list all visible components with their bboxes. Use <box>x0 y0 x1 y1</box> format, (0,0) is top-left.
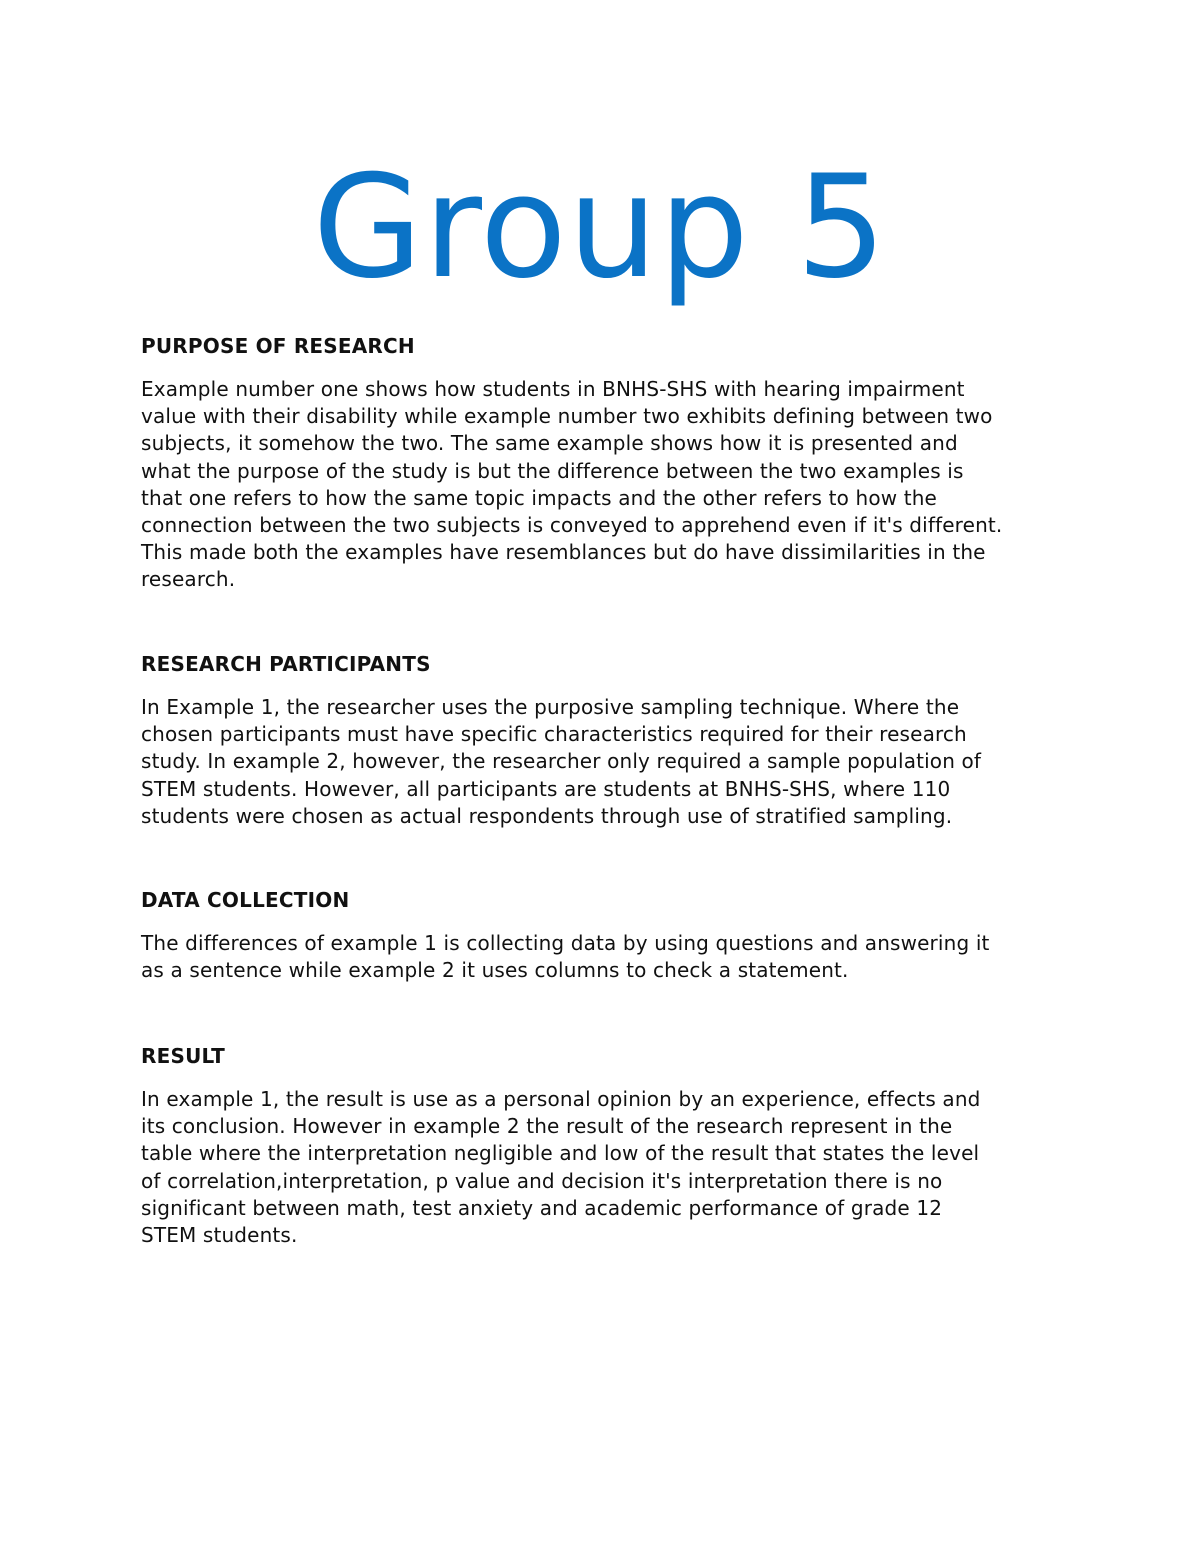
document-title: Group 5 <box>312 145 888 310</box>
section-research-participants <box>141 651 1071 830</box>
section-data-collection <box>141 887 1071 984</box>
section-result <box>141 1043 1071 1249</box>
section-paragraph: The differences of example 1 is collecting data by using questions and answering it as a sentence while example 2 it uses columns to check a statement. <box>141 931 990 983</box>
section-heading: PURPOSE OF RESEARCH <box>141 334 415 358</box>
section-heading: RESULT <box>141 1044 225 1068</box>
section-heading: DATA COLLECTION <box>141 888 350 912</box>
section-purpose-of-research <box>141 333 1071 594</box>
section-paragraph: Example number one shows how students in BNHS-SHS with hearing impairment value with their disability while example number two exhibits defining between two subjects, it somehow the two. The same example shows how it is presented and what the purpose of the study is but the difference between the two examples is that one refers to how the same topic impacts and the other refers to how the connection between the two subjects is conveyed to apprehend even if it's different. This made both the examples have resemblances but do have dissimilarities in the research. <box>141 377 1003 592</box>
section-paragraph: In Example 1, the researcher uses the purposive sampling technique. Where the chosen participants must have specific characteristics required for their research study. In example 2, however, the researcher only required a sample population of STEM students. However, all participants are students at BNHS-SHS, where 110 students were chosen as actual respondents through use of stratified sampling. <box>141 695 982 828</box>
section-paragraph: In example 1, the result is use as a personal opinion by an experience, effects and its conclusion. However in example 2 the result of the research represent in the table where the interpretation negligible and low of the result that states the level of correlation,interpretation, p value and decision it's interpretation there is no significant between math, test anxiety and academic performance of grade 12 STEM students. <box>141 1087 981 1248</box>
section-heading: RESEARCH PARTICIPANTS <box>141 652 431 676</box>
